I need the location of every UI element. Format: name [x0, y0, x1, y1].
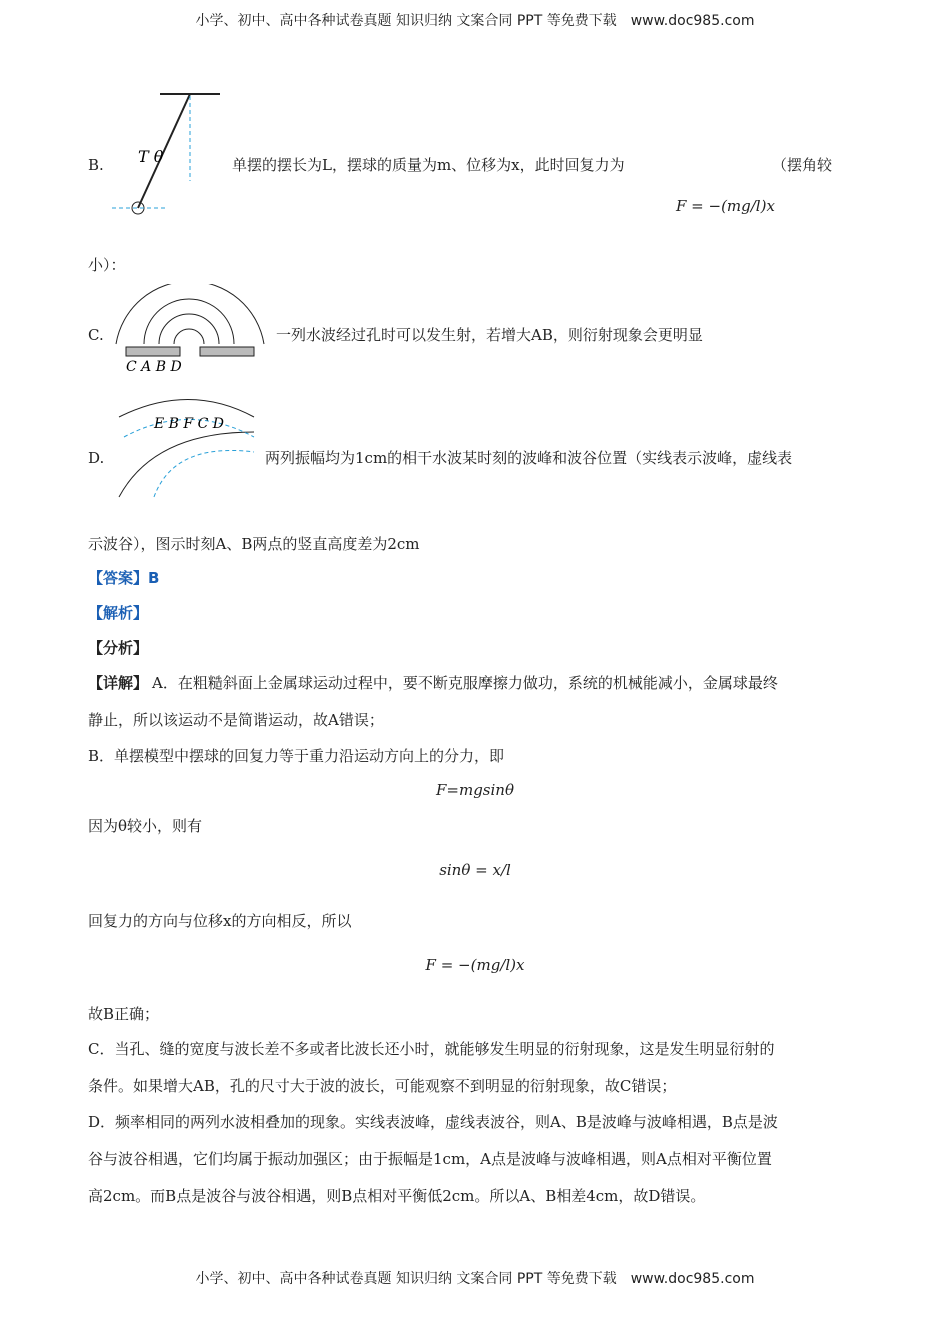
option-b-label: B. [88, 156, 104, 174]
detail-label: 【详解】 [88, 674, 149, 692]
option-b-tail: （摆角较 [772, 156, 833, 174]
detail-a2: 静止，所以该运动不是简谐运动，故A错误； [88, 711, 384, 729]
svg-text:C A B D: C A B D [126, 359, 182, 375]
detail-b3: 回复力的方向与位移x的方向相反，所以 [88, 912, 352, 930]
option-d-text: 两列振幅均为1cm的相干水波某时刻的波峰和波谷位置（实线表示波峰，虚线表 [265, 449, 793, 467]
detail-b1: B．单摆模型中摆球的回复力等于重力沿运动方向上的分力，即 [88, 747, 505, 765]
analysis-label: 【解析】 [88, 604, 149, 622]
detail-d3: 高2cm。而B点是波谷与波谷相遇，则B点相对平衡低2cm。所以A、B相差4cm，故D错误。 [88, 1187, 706, 1205]
option-b-tail2: 小）： [88, 256, 126, 274]
formula-3: F = −(mg/l)x [425, 956, 525, 974]
page-header: 小学、初中、高中各种试卷真题 知识归纳 文案合同 PPT 等免费下载 www.doc985.com [195, 13, 755, 29]
option-c-text: 一列水波经过孔时可以发生射，若增大AB，则衍射现象会更明显 [276, 326, 703, 344]
svg-text:T θ: T θ [138, 147, 164, 166]
detail-c1: C．当孔、缝的宽度与波长差不多或者比波长还小时，就能够发生明显的衍射现象，这是发生明显衍射的 [88, 1040, 775, 1058]
pendulum-figure [108, 86, 228, 231]
option-d-tail: 示波谷），图示时刻A、B两点的竖直高度差为2cm [88, 535, 420, 553]
option-b-formula: F = −(mg/l)x [676, 197, 775, 215]
option-c-label: C. [88, 326, 104, 344]
detail-b4: 故B正确； [88, 1005, 160, 1023]
svg-text:E B F C D: E B F C D [154, 416, 224, 432]
detail-d1: D．频率相同的两列水波相叠加的现象。实线表波峰，虚线表波谷，则A、B是波峰与波峰相遇，B点是波 [88, 1113, 778, 1131]
fenxi-label: 【分析】 [88, 639, 149, 657]
formula-1: F=mgsinθ [436, 781, 514, 799]
diffraction-figure [114, 284, 268, 376]
detail-d2: 谷与波谷相遇，它们均属于振动加强区；由于振幅是1cm，A点是波峰与波峰相遇，则A点相对平衡位置 [88, 1150, 772, 1168]
option-d-label: D. [88, 449, 105, 467]
page-footer: 小学、初中、高中各种试卷真题 知识归纳 文案合同 PPT 等免费下载 www.doc985.com [195, 1271, 755, 1287]
detail-c2: 条件。如果增大AB，孔的尺寸大于波的波长，可能观察不到明显的衍射现象，故C错误； [88, 1077, 677, 1095]
detail-b2: 因为θ较小，则有 [88, 817, 203, 835]
option-b-text: 单摆的摆长为L，摆球的质量为m、位移为x，此时回复力为 [232, 156, 625, 174]
interference-figure [114, 392, 259, 502]
detail-a1: A．在粗糙斜面上金属球运动过程中，要不断克服摩擦力做功，系统的机械能减小，金属球最终 [152, 674, 778, 692]
formula-2: sinθ = x/l [439, 861, 511, 879]
answer-label: 【答案】B [88, 569, 160, 587]
